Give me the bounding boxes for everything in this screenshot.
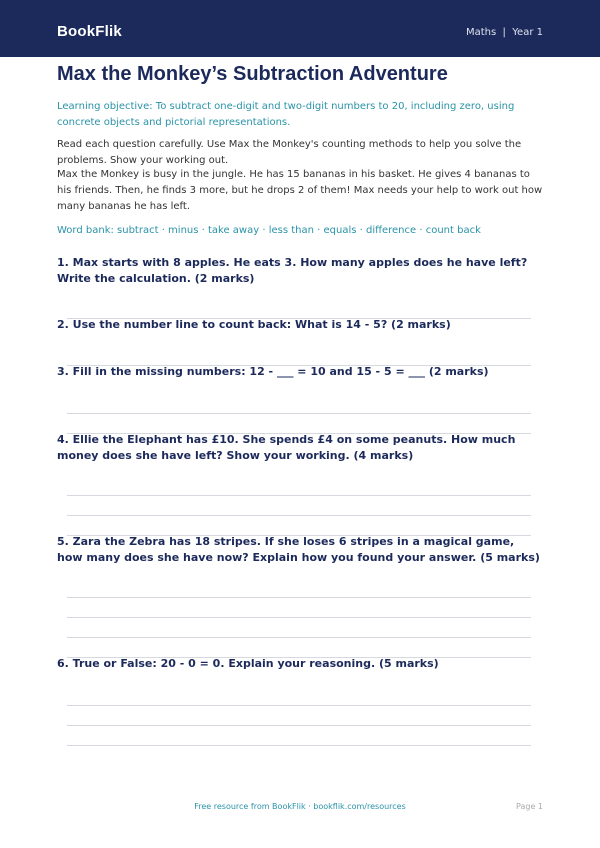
answer-line[interactable]: [67, 515, 531, 516]
subject-breadcrumb: Maths | Year 1: [465, 27, 543, 38]
instructions-text: Read each question carefully. Use Max the Monkey's counting methods to help you solve the problems. Show your working out.: [57, 139, 522, 166]
brand-logo[interactable]: BookFlik: [57, 23, 122, 40]
answer-line[interactable]: [67, 617, 531, 618]
question-5: 5. Zara the Zebra has 18 stripes. If she loses 6 stripes in a magical game, how many does she have now? Explain how you found your answer. (5 marks): [57, 535, 540, 564]
worksheet-title: Max the Monkey’s Subtraction Adventure: [57, 63, 448, 85]
story-text: Max the Monkey is busy in the jungle. He has 15 bananas in his basket. He gives 4 bananas to his friends. Then, he finds 3 more, but he drops 2 of them! Max needs your help to work out how many bananas he has left.: [57, 169, 543, 212]
footer-credit[interactable]: Free resource from BookFlik · bookflik.com/resources: [194, 802, 406, 811]
answer-line[interactable]: [67, 597, 531, 598]
question-6: 6. True or False: 20 - 0 = 0. Explain your reasoning. (5 marks): [57, 657, 439, 670]
learning-objective: Learning objective: To subtract one-digit and two-digit numbers to 20, including zero, using concrete objects and pictorial representations.: [57, 101, 515, 128]
answer-line[interactable]: [67, 637, 531, 638]
question-2: 2. Use the number line to count back: What is 14 - 5? (2 marks): [57, 318, 451, 331]
question-3: 3. Fill in the missing numbers: 12 - ___ = 10 and 15 - 5 = ___ (2 marks): [57, 365, 489, 378]
answer-line[interactable]: [67, 745, 531, 746]
answer-line[interactable]: [67, 725, 531, 726]
word-bank: Word bank: subtract · minus · take away · less than · equals · difference · count back: [57, 225, 481, 236]
question-1: 1. Max starts with 8 apples. He eats 3. How many apples does he have left? Write the calculation. (2 marks): [57, 256, 528, 285]
answer-line[interactable]: [67, 495, 531, 496]
page-header: [0, 0, 600, 57]
page-number: Page 1: [516, 802, 543, 811]
question-4: 4. Ellie the Elephant has £10. She spends £4 on some peanuts. How much money does she have left? Show your working. (4 marks): [57, 433, 516, 462]
answer-line[interactable]: [67, 705, 531, 706]
answer-line[interactable]: [67, 413, 531, 414]
